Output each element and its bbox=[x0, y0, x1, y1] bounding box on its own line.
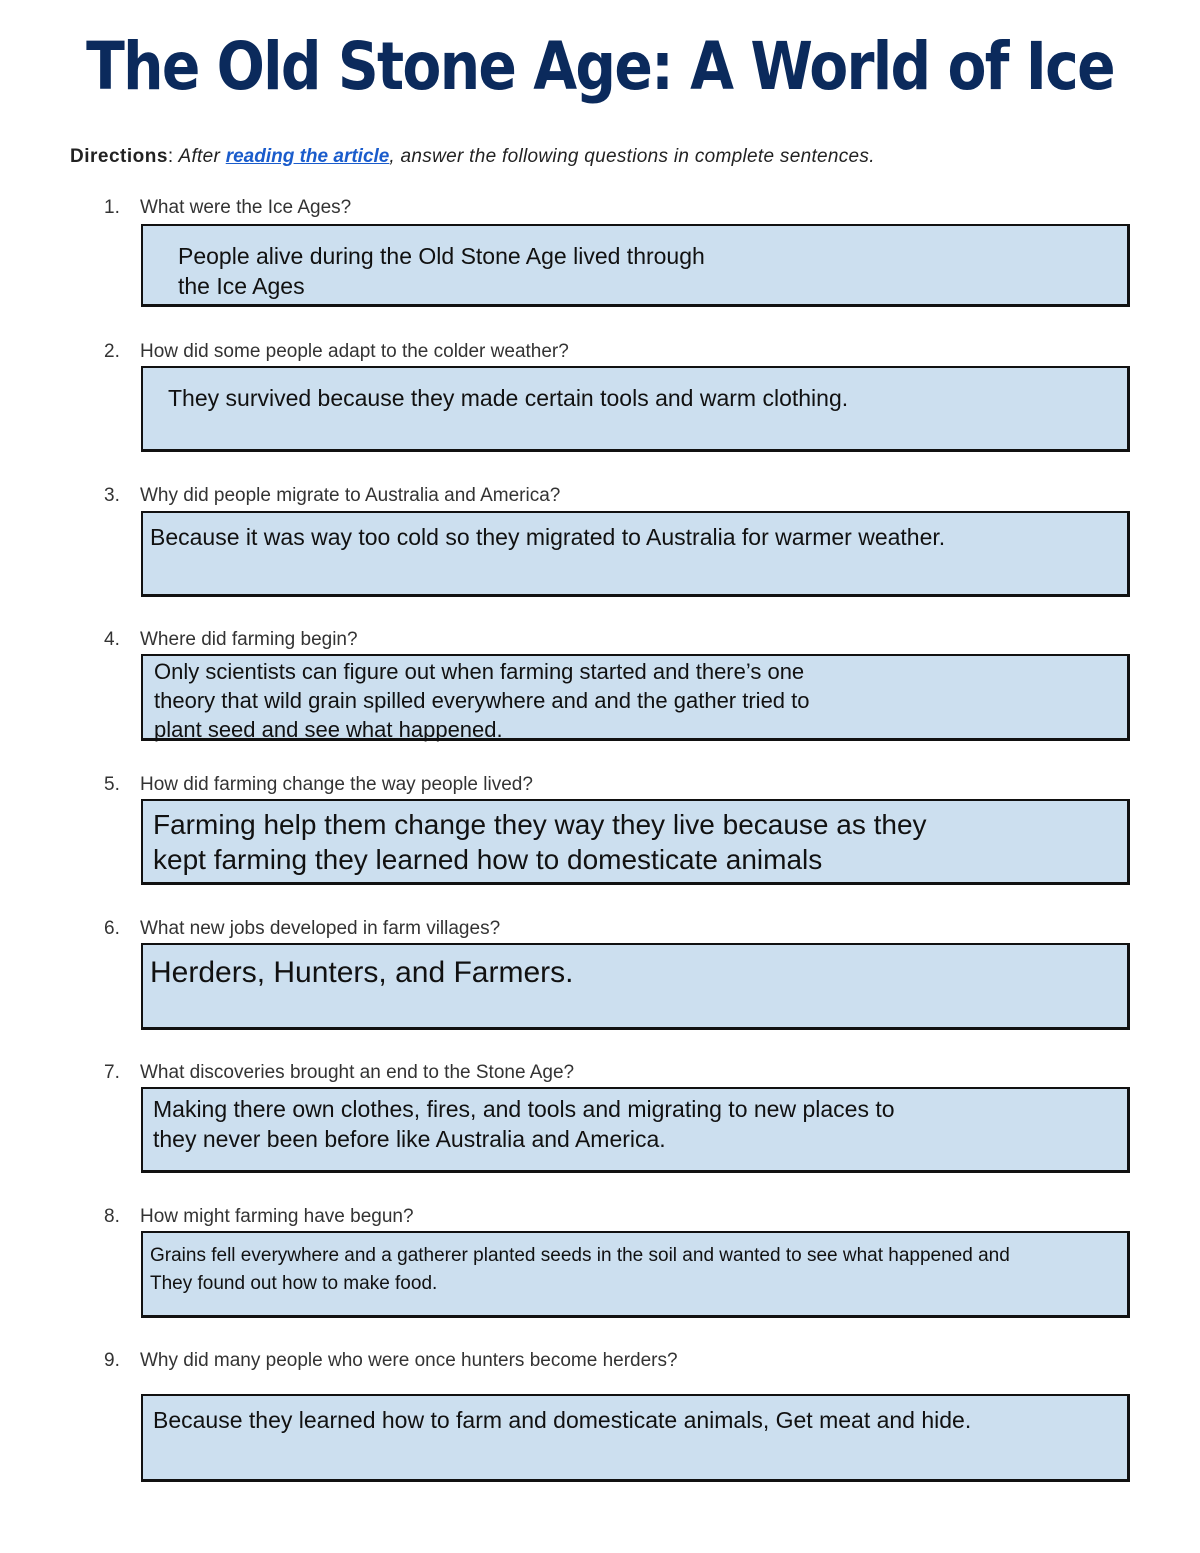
question-7 bbox=[104, 1062, 574, 1084]
question-2 bbox=[104, 341, 569, 363]
question-number: 2. bbox=[104, 341, 120, 362]
answer-box-6[interactable] bbox=[141, 943, 1130, 1030]
answer-text: Because they learned how to farm and domesticate animals, Get meat and hide. bbox=[153, 1407, 972, 1433]
question-number: 5. bbox=[104, 774, 120, 795]
directions-colon: : bbox=[167, 146, 179, 167]
answer-text: Grains fell everywhere and a gatherer planted seeds in the soil and wanted to see what happened and They found out how to make food. bbox=[150, 1245, 1010, 1294]
question-number: 4. bbox=[104, 629, 120, 650]
question-text: How might farming have begun? bbox=[140, 1206, 414, 1227]
question-text: How did farming change the way people lived? bbox=[140, 774, 533, 795]
question-5 bbox=[104, 774, 533, 796]
question-text: Why did people migrate to Australia and America? bbox=[140, 485, 561, 506]
question-text: What were the Ice Ages? bbox=[140, 197, 352, 218]
question-number: 7. bbox=[104, 1062, 120, 1083]
question-text: What discoveries brought an end to the Stone Age? bbox=[140, 1062, 575, 1083]
answer-text: Farming help them change they way they live because as they kept farming they learned how to domesticate animals bbox=[153, 809, 927, 875]
question-number: 9. bbox=[104, 1350, 120, 1371]
answer-box-9[interactable] bbox=[141, 1394, 1130, 1482]
answer-box-3[interactable] bbox=[141, 511, 1130, 597]
question-1 bbox=[104, 197, 351, 219]
directions-text-post: , answer the following questions in complete sentences. bbox=[389, 146, 875, 167]
answer-text: Making there own clothes, fires, and tools and migrating to new places to they never been before like Australia and America. bbox=[153, 1096, 895, 1153]
question-number: 8. bbox=[104, 1206, 120, 1227]
question-text: How did some people adapt to the colder weather? bbox=[140, 341, 569, 362]
directions-text-pre: After bbox=[178, 146, 226, 167]
answer-text: Because it was way too cold so they migrated to Australia for warmer weather. bbox=[150, 524, 946, 550]
answer-box-2[interactable] bbox=[141, 366, 1130, 452]
question-number: 6. bbox=[104, 918, 120, 939]
question-4 bbox=[104, 629, 358, 651]
answer-box-5[interactable] bbox=[141, 799, 1130, 885]
answer-text: Herders, Hunters, and Farmers. bbox=[150, 956, 574, 989]
answer-text: People alive during the Old Stone Age lived through the Ice Ages bbox=[178, 243, 705, 299]
answer-box-8[interactable] bbox=[141, 1231, 1130, 1318]
answer-text: Only scientists can figure out when farming started and there’s one theory that wild grain spilled everywhere and and the gather tried to plant seed and see what happened. bbox=[154, 659, 810, 743]
directions-label: Directions bbox=[70, 146, 168, 167]
question-9 bbox=[104, 1350, 678, 1372]
question-number: 1. bbox=[104, 197, 120, 218]
question-6 bbox=[104, 918, 500, 940]
question-text: Where did farming begin? bbox=[140, 629, 358, 650]
answer-box-1[interactable] bbox=[141, 224, 1130, 307]
answer-text: They survived because they made certain tools and warm clothing. bbox=[168, 385, 849, 411]
answer-box-4[interactable] bbox=[141, 654, 1130, 741]
question-number: 3. bbox=[104, 485, 120, 506]
article-link[interactable]: reading the article bbox=[225, 146, 390, 167]
answer-box-7[interactable] bbox=[141, 1087, 1130, 1173]
question-text: Why did many people who were once hunters become herders? bbox=[140, 1350, 678, 1371]
page-title: The Old Stone Age: A World of Ice bbox=[86, 28, 1114, 105]
question-text: What new jobs developed in farm villages? bbox=[140, 918, 501, 939]
directions bbox=[70, 146, 875, 168]
question-3 bbox=[104, 485, 560, 507]
question-8 bbox=[104, 1206, 414, 1228]
